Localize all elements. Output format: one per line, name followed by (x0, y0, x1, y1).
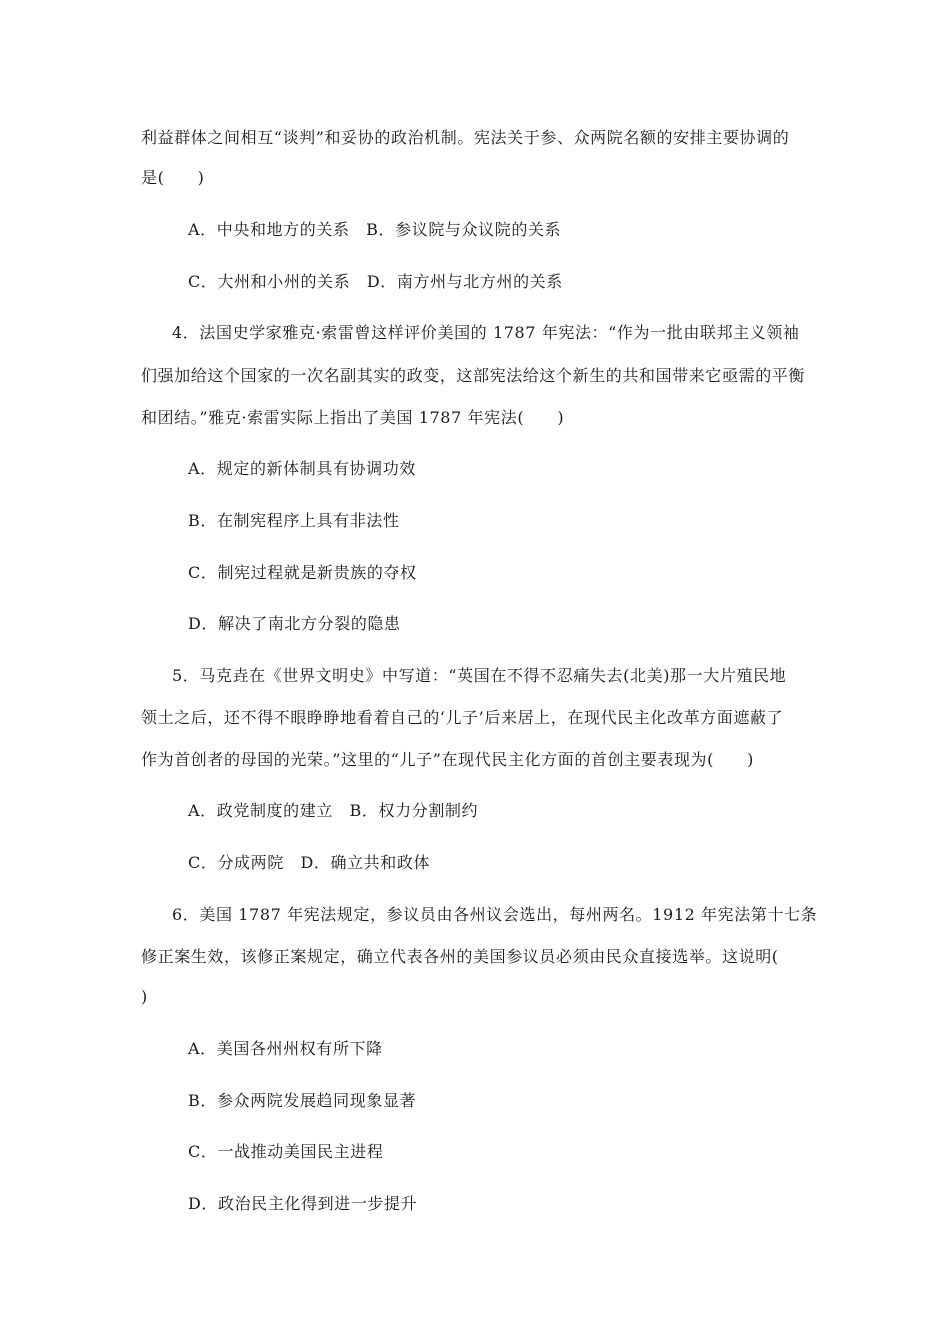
question-4-text-line-3: 和团结。”雅克·索雷实际上指出了美国 1787 年宪法( ) (141, 408, 565, 427)
question-3-options-row-2: C．大州和小州的关系 D．南方州与北方州的关系 (188, 272, 563, 291)
question-3-options-row-1: A．中央和地方的关系 B．参议院与众议院的关系 (188, 220, 562, 239)
question-6-option-c: C．一战推动美国民主进程 (188, 1142, 384, 1161)
question-6-text-line-2: 修正案生效，该修正案规定，确立代表各州的美国参议员必须由民众直接选举。这说明( (141, 947, 779, 966)
question-4-text-line-1: 4．法国史学家雅克·索雷曾这样评价美国的 1787 年宪法：“作为一批由联邦主义领袖 (172, 323, 800, 342)
question-6-option-b: B．参众两院发展趋同现象显著 (188, 1091, 417, 1110)
question-4-option-a: A．规定的新体制具有协调功效 (188, 459, 416, 478)
question-4-text-line-2: 们强加给这个国家的一次名副其实的政变，这部宪法给这个新生的共和国带来它亟需的平衡 (141, 366, 806, 385)
question-6-option-a: A．美国各州州权有所下降 (188, 1039, 383, 1058)
question-5-text-line-1: 5．马克垚在《世界文明史》中写道：“英国在不得不忍痛失去(北美)那一大片殖民地 (172, 666, 787, 685)
question-5-text-line-2: 领土之后，还不得不眼睁睁地看着自己的‘儿子’后来居上，在现代民主化改革方面遮蔽了 (141, 708, 784, 727)
question-3-text-line-2: 是( ) (141, 168, 205, 187)
question-6-text-line-1: 6．美国 1787 年宪法规定，参议员由各州议会选出，每州两名。1912 年宪法第十七条 (172, 905, 818, 924)
question-4-option-c: C．制宪过程就是新贵族的夺权 (188, 563, 417, 582)
question-5-options-row-1: A．政党制度的建立 B．权力分割制约 (188, 801, 479, 820)
question-6-text-line-3: ) (141, 987, 148, 1006)
question-5-text-line-3: 作为首创者的母国的光荣。”这里的“儿子”在现代民主化方面的首创主要表现为( ) (141, 750, 755, 769)
question-3-text-line-1: 利益群体之间相互“谈判”和妥协的政治机制。宪法关于参、众两院名额的安排主要协调的 (141, 128, 790, 147)
question-5-options-row-2: C．分成两院 D．确立共和政体 (188, 853, 431, 872)
question-4-option-b: B．在制宪程序上具有非法性 (188, 511, 400, 530)
question-4-option-d: D．解决了南北方分裂的隐患 (188, 614, 401, 633)
question-6-option-d: D．政治民主化得到进一步提升 (188, 1194, 418, 1213)
